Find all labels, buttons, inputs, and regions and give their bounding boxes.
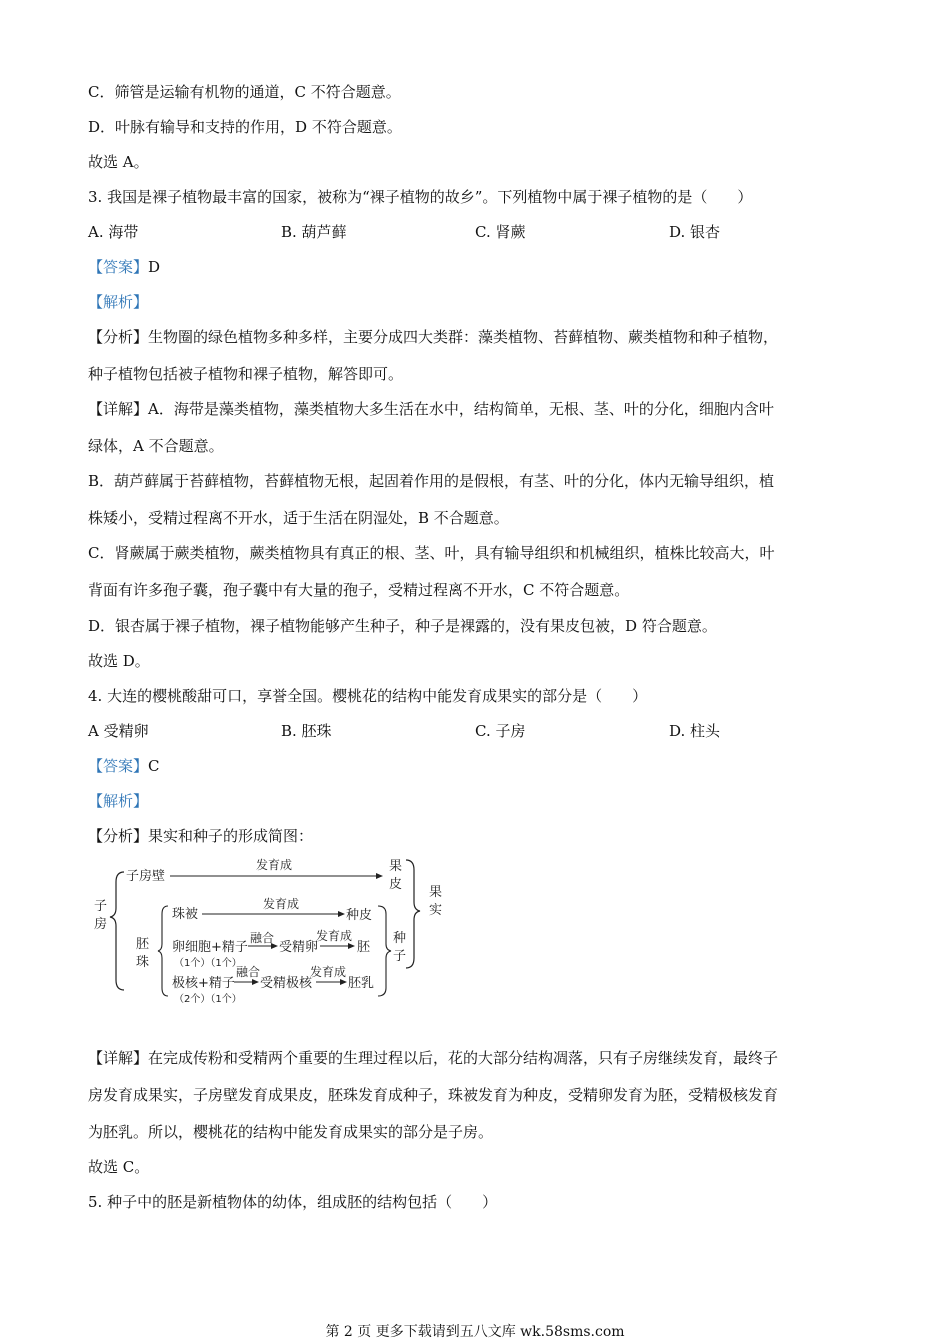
brace-peizhu <box>158 906 168 996</box>
brace-zifang <box>110 872 124 990</box>
question-3: 3. 我国是裸子植物最丰富的国家，被称为“裸子植物的故乡”。下列植物中属于裸子植物的是（ ） <box>88 188 753 206</box>
q3-option-d: D. 银杏 <box>669 223 721 241</box>
q3-option-a: A. 海带 <box>88 223 139 241</box>
q4-fenxi <box>88 826 313 846</box>
label-fayucheng-3: 发育成 <box>316 929 353 943</box>
line-choose-a: 故选 A。 <box>88 153 149 171</box>
q3-xiangjie-b2: 株矮小，受精过程离不开水，适于生活在阴湿处，B 不合题意。 <box>88 509 509 527</box>
label-zifangbi: 子房壁 <box>126 869 166 884</box>
label-shoujingjihe: 受精极核 <box>260 976 313 991</box>
label-zifang-2: 房 <box>94 917 108 932</box>
label-count-2: （2个）（1个） <box>174 994 242 1005</box>
label-peiru: 胚乳 <box>348 976 375 991</box>
label-fayucheng-1: 发育成 <box>256 858 293 872</box>
q3-jiexi: 【解析】 <box>88 293 149 311</box>
xiangjie-text: A．海带是藻类植物，藻类植物大多生活在水中，结构简单，无根、茎、叶的分化，细胞内含叶 <box>148 400 774 418</box>
q3-xiangjie-c2: 背面有许多孢子囊，孢子囊中有大量的孢子，受精过程离不开水，C 不符合题意。 <box>88 581 630 599</box>
answer-value: D <box>148 258 161 276</box>
q3-fenxi-2: 种子植物包括被子植物和裸子植物，解答即可。 <box>88 365 404 383</box>
q3-option-c: C. 肾蕨 <box>475 223 526 241</box>
line-d-yemai: D．叶脉有输导和支持的作用，D 不符合题意。 <box>88 118 402 136</box>
brace-zhongzi <box>378 906 391 996</box>
q3-xiangjie-b1: B．葫芦藓属于苔藓植物，苔藓植物无根，起固着作用的是假根，有茎、叶的分化，体内无输导组织，植 <box>88 472 775 490</box>
fenxi-tag: 【分析】 <box>88 328 149 346</box>
xiangjie-text: 在完成传粉和受精两个重要的生理过程以后，花的大部分结构凋落，只有子房继续发育，最终子 <box>148 1049 779 1067</box>
q3-xiangjie-d: D．银杏属于裸子植物，裸子植物能够产生种子，种子是裸露的，没有果皮包被，D 符合题意。 <box>88 617 717 635</box>
line-c-shaiguan: C．筛管是运输有机物的通道，C 不符合题意。 <box>88 83 401 101</box>
label-fayucheng-4: 发育成 <box>310 965 347 979</box>
q4-xiangjie-3: 为胚乳。所以，樱桃花的结构中能发育成果实的部分是子房。 <box>88 1123 494 1141</box>
q3-choose: 故选 D。 <box>88 652 150 670</box>
q4-option-d: D. 柱头 <box>669 722 721 740</box>
brace-guoshi <box>406 860 420 968</box>
fenxi-text: 果实和种子的形成简图： <box>148 827 314 845</box>
q3-answer <box>88 257 160 277</box>
question-5: 5. 种子中的胚是新植物体的幼体，组成胚的结构包括（ ） <box>88 1193 498 1211</box>
q4-option-c: C. 子房 <box>475 722 526 740</box>
q4-xiangjie-2: 房发育成果实，子房壁发育成果皮，胚珠发育成种子，珠被发育为种皮，受精卵发育为胚，受精极核发育 <box>88 1086 779 1104</box>
q4-option-b: B. 胚珠 <box>281 722 332 740</box>
answer-value: C <box>148 757 160 775</box>
answer-tag: 【答案】 <box>88 757 149 775</box>
q4-jiexi: 【解析】 <box>88 792 149 810</box>
xiangjie-tag: 【详解】 <box>88 400 149 418</box>
q3-xiangjie-c1: C．肾蕨属于蕨类植物，蕨类植物具有真正的根、茎、叶，具有输导组织和机械组织，植株比较高大，叶 <box>88 544 775 562</box>
q3-xiangjie-a2: 绿体，A 不合题意。 <box>88 437 224 455</box>
label-guoshi-2: 实 <box>429 903 443 918</box>
label-guopi-1: 果 <box>389 859 403 874</box>
label-luanxibao: 卵细胞+精子 <box>172 940 248 955</box>
q4-choose: 故选 C。 <box>88 1158 150 1176</box>
label-peizhu-2: 珠 <box>136 955 150 970</box>
label-zhongzi-2: 子 <box>393 949 407 964</box>
label-count-1: （1个）（1个） <box>174 958 242 969</box>
label-pei: 胚 <box>357 940 371 955</box>
q3-fenxi-1 <box>88 327 778 347</box>
label-guoshi-1: 果 <box>429 885 443 900</box>
q4-answer <box>88 756 160 776</box>
fenxi-tag: 【分析】 <box>88 827 149 845</box>
label-ronghe-2: 融合 <box>236 965 261 979</box>
answer-tag: 【答案】 <box>88 258 149 276</box>
q4-option-a: A 受精卵 <box>88 722 149 740</box>
label-ronghe-1: 融合 <box>250 931 275 945</box>
fruit-seed-formation-diagram <box>88 852 448 1012</box>
label-zhubei: 珠被 <box>172 907 199 922</box>
label-shoujingluan: 受精卵 <box>279 940 319 955</box>
label-zhongzi-1: 种 <box>393 931 407 946</box>
fenxi-text: 生物圈的绿色植物多种多样，主要分成四大类群：藻类植物、苔藓植物、蕨类植物和种子植物， <box>148 328 779 346</box>
label-guopi-2: 皮 <box>389 877 403 892</box>
label-jihe: 极核+精子 <box>172 976 235 991</box>
label-fayucheng-2: 发育成 <box>263 897 300 911</box>
q3-option-b: B. 葫芦藓 <box>281 223 347 241</box>
label-peizhu-1: 胚 <box>136 937 150 952</box>
label-zifang-1: 子 <box>94 899 108 914</box>
q3-xiangjie-a1 <box>88 399 774 419</box>
page-footer: 第 2 页 更多下载请到五八文库 wk.58sms.com <box>325 1324 625 1340</box>
xiangjie-tag: 【详解】 <box>88 1049 149 1067</box>
q4-xiangjie-1 <box>88 1048 778 1068</box>
label-zhongpi: 种皮 <box>346 908 373 923</box>
question-4: 4. 大连的樱桃酸甜可口，享誉全国。樱桃花的结构中能发育成果实的部分是（ ） <box>88 687 648 705</box>
